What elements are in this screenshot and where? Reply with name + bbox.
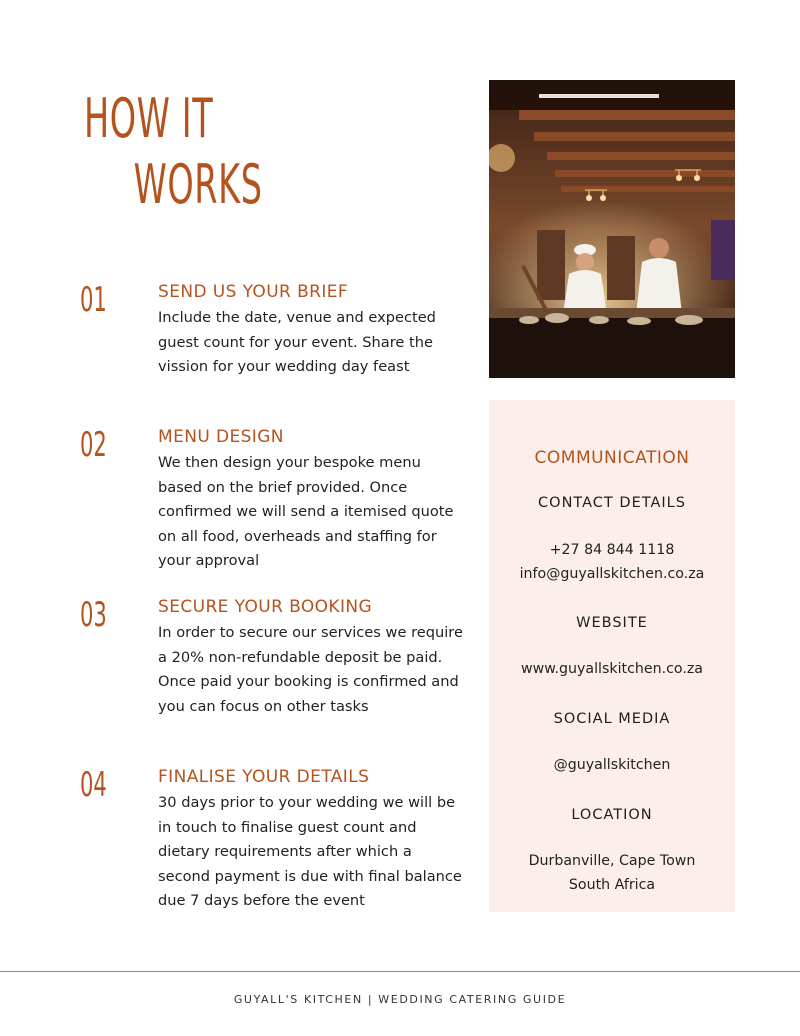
step-title: FINALISE YOUR DETAILS <box>158 767 370 787</box>
location-heading: LOCATION <box>571 807 653 823</box>
website-heading: WEBSITE <box>576 615 648 631</box>
page-title-line-1: HOW IT <box>84 87 214 150</box>
website-link[interactable]: www.guyallskitchen.co.za <box>520 661 703 677</box>
kitchen-photo-illustration <box>489 80 735 378</box>
contact-details-heading: CONTACT DETAILS <box>538 495 686 511</box>
step-title: SECURE YOUR BOOKING <box>158 597 373 617</box>
step-description: Include the date, venue and expected guest count for your event. Share the vission for your wedding day feast <box>158 309 436 375</box>
social-media-heading: SOCIAL MEDIA <box>553 711 671 727</box>
footer-text: GUYALL'S KITCHEN | WEDDING CATERING GUIDE <box>233 993 567 1006</box>
kitchen-photo <box>489 80 735 378</box>
step-description: In order to secure our services we require a 20% non-refundable deposit be paid. Once paid your booking is confirmed and you can focus on other tasks <box>158 624 463 715</box>
footer-divider <box>0 971 800 972</box>
step-title: MENU DESIGN <box>158 427 284 447</box>
communication-title: COMMUNICATION <box>534 448 690 468</box>
social-handle[interactable]: @guyallskitchen <box>553 757 671 773</box>
step-number: 04 <box>80 765 107 805</box>
step-description: We then design your bespoke menu based on the brief provided. Once confirmed we will send a itemised quote on all food, overheads and staffing for your approval <box>158 454 454 569</box>
step-number: 03 <box>80 595 107 635</box>
phone-number[interactable]: +27 84 844 1118 <box>549 542 675 558</box>
step-description: 30 days prior to your wedding we will be in touch to finalise guest count and dietary requirements after which a second payment is due with final balance due 7 days before the event <box>158 794 462 909</box>
step-number: 02 <box>80 425 107 465</box>
page-title <box>84 86 263 218</box>
step-title: SEND US YOUR BRIEF <box>158 282 349 302</box>
email-link[interactable]: info@guyallskitchen.co.za <box>519 566 705 582</box>
communication-panel <box>489 400 735 912</box>
page-title-line-2: WORKS <box>133 153 263 216</box>
step-number: 01 <box>80 280 107 320</box>
location-line-1: Durbanville, Cape Town <box>528 853 696 869</box>
location-line-2: South Africa <box>568 877 656 893</box>
